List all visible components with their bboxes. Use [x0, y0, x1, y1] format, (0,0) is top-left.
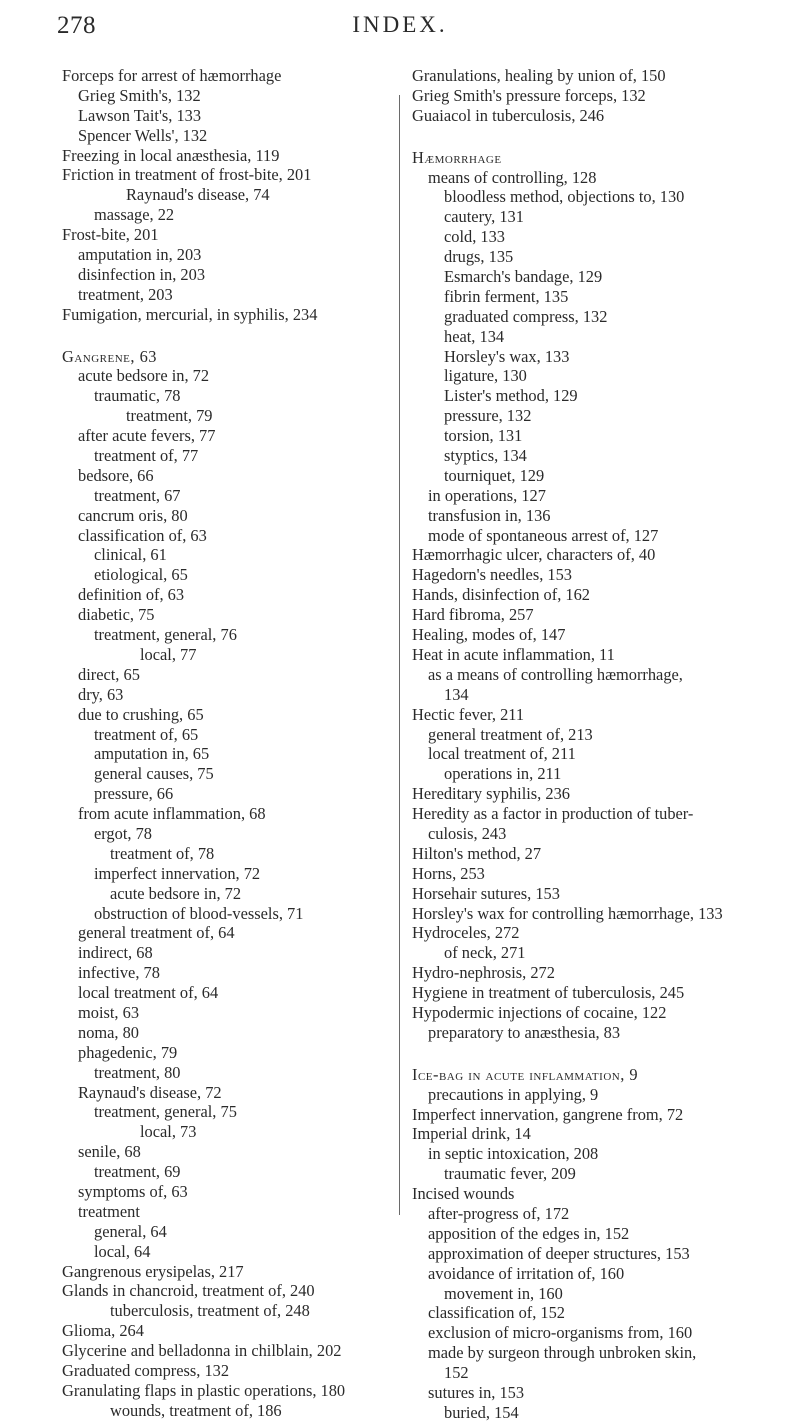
index-entry: Gangrenous erysipelas, 217	[62, 1261, 244, 1281]
index-entry: Fumigation, mercurial, in syphilis, 234	[62, 304, 318, 324]
index-entry: amputation in, 65	[94, 744, 210, 764]
index-entry: treatment, general, 75	[94, 1102, 237, 1122]
index-entry: treatment	[78, 1201, 140, 1221]
index-entry: traumatic fever, 209	[444, 1164, 576, 1184]
index-entry: cancrum oris, 80	[78, 505, 188, 525]
index-entry: Gangrene, 63	[62, 346, 157, 366]
index-entry: Spencer Wells', 132	[78, 125, 208, 145]
index-entry: noma, 80	[78, 1022, 140, 1042]
index-entry: Hagedorn's needles, 153	[412, 565, 572, 585]
index-entry: amputation in, 203	[78, 245, 202, 265]
index-entry: Hereditary syphilis, 236	[412, 784, 570, 804]
index-entry: Hæmorrhagic ulcer, characters of, 40	[412, 545, 656, 565]
index-entry: drugs, 135	[444, 247, 514, 267]
index-entry: 152	[444, 1363, 469, 1383]
index-entry: cautery, 131	[444, 207, 524, 227]
index-entry: cold, 133	[444, 227, 506, 247]
index-entry: from acute inflammation, 68	[78, 804, 266, 824]
index-entry: heat, 134	[444, 326, 505, 346]
index-entry: Hard fibroma, 257	[412, 605, 534, 625]
index-entry: Horns, 253	[412, 863, 485, 883]
index-entry: acute bedsore in, 72	[110, 883, 242, 903]
index-entry: Hypodermic injections of cocaine, 122	[412, 1002, 667, 1022]
index-entry: Hilton's method, 27	[412, 843, 542, 863]
index-entry: Incised wounds	[412, 1184, 515, 1204]
index-entry: apposition of the edges in, 152	[428, 1223, 630, 1243]
index-entry: Guaiacol in tuberculosis, 246	[412, 105, 605, 125]
index-entry: local treatment of, 64	[78, 983, 219, 1003]
index-entry: Hygiene in treatment of tuberculosis, 245	[412, 983, 685, 1003]
index-entry: torsion, 131	[444, 426, 523, 446]
index-entry: transfusion in, 136	[428, 505, 551, 525]
index-entry: avoidance of irritation of, 160	[428, 1263, 625, 1283]
index-entry: treatment, 80	[94, 1062, 181, 1082]
index-entry: Lister's method, 129	[444, 386, 578, 406]
column-divider	[399, 95, 400, 1215]
index-entry: Grieg Smith's, 132	[78, 85, 201, 105]
index-entry: definition of, 63	[78, 585, 185, 605]
index-entry: graduated compress, 132	[444, 306, 608, 326]
index-entry: sutures in, 153	[428, 1383, 525, 1402]
index-entry: ergot, 78	[94, 823, 152, 843]
index-entry: local, 73	[140, 1122, 197, 1142]
index-entry: clinical, 61	[94, 545, 167, 565]
index-entry: moist, 63	[78, 1002, 140, 1022]
index-entry: phagedenic, 79	[78, 1042, 178, 1062]
index-entry: symptoms of, 63	[78, 1181, 188, 1201]
index-entry: Glycerine and belladonna in chilblain, 202	[62, 1341, 342, 1361]
index-entry: treatment of, 78	[110, 843, 215, 863]
page-number: 278	[57, 12, 96, 39]
index-entry: Horsley's wax, 133	[444, 346, 570, 366]
index-entry: general, 64	[94, 1221, 167, 1241]
index-entry: senile, 68	[78, 1142, 141, 1162]
index-entry: Horsley's wax for controlling hæmorrhage, 133	[412, 903, 723, 923]
index-entry: Frost-bite, 201	[62, 225, 159, 245]
index-entry: 134	[444, 684, 469, 704]
index-entry: Hectic fever, 211	[412, 704, 525, 724]
index-entry: wounds, treatment of, 186	[110, 1400, 282, 1420]
index-entry: treatment, 79	[126, 406, 213, 426]
index-entry: Hæmorrhage	[412, 147, 502, 167]
index-entry: buried, 154	[444, 1402, 519, 1422]
index-entry: indirect, 68	[78, 943, 153, 963]
index-entry: mode of spontaneous arrest of, 127	[428, 525, 659, 545]
index-column-right	[412, 66, 792, 1423]
index-entry: Freezing in local anæsthesia, 119	[62, 145, 280, 165]
index-entry: preparatory to anæsthesia, 83	[428, 1022, 621, 1042]
index-entry: tourniquet, 129	[444, 465, 545, 485]
index-entry: local, 77	[140, 644, 197, 664]
index-entry: of neck, 271	[444, 943, 526, 963]
index-entry: bloodless method, objections to, 130	[444, 187, 685, 207]
index-entry: classification of, 63	[78, 525, 207, 545]
index-entry: Raynaud's disease, 74	[126, 185, 270, 205]
index-entry: after-progress of, 172	[428, 1203, 570, 1223]
index-entry: pressure, 66	[94, 784, 174, 804]
index-entry: imperfect innervation, 72	[94, 863, 261, 883]
index-entry: in operations, 127	[428, 485, 546, 505]
index-entry: Forceps for arrest of hæmorrhage	[62, 66, 282, 85]
index-entry: Horsehair sutures, 153	[412, 883, 560, 903]
index-entry: massage, 22	[94, 205, 175, 225]
index-entry: local, 64	[94, 1241, 151, 1261]
index-entry: general causes, 75	[94, 764, 214, 784]
index-entry: diabetic, 75	[78, 605, 155, 625]
index-entry: infective, 78	[78, 963, 160, 983]
index-entry: tuberculosis, treatment of, 248	[110, 1301, 310, 1321]
index-entry: treatment, 67	[94, 485, 181, 505]
index-entry: approximation of deeper structures, 153	[428, 1243, 690, 1263]
index-entry: movement in, 160	[444, 1283, 563, 1303]
index-entry: treatment, 69	[94, 1162, 181, 1182]
index-entry: etiological, 65	[94, 565, 188, 585]
index-entry: after acute fevers, 77	[78, 426, 216, 446]
index-entry: Lawson Tait's, 133	[78, 105, 202, 125]
index-entry: due to crushing, 65	[78, 704, 204, 724]
index-entry: Imperfect innervation, gangrene from, 72	[412, 1104, 684, 1124]
index-entry: Hands, disinfection of, 162	[412, 585, 590, 605]
index-entry: local treatment of, 211	[428, 744, 576, 764]
index-entry: general treatment of, 64	[78, 923, 235, 943]
index-entry: treatment of, 77	[94, 446, 199, 466]
index-entry: operations in, 211	[444, 764, 562, 784]
index-entry: Healing, modes of, 147	[412, 625, 566, 645]
index-entry: made by surgeon through unbroken skin,	[428, 1343, 697, 1363]
index-entry: precautions in applying, 9	[428, 1084, 599, 1104]
index-entry: means of controlling, 128	[428, 167, 597, 187]
index-entry: acute bedsore in, 72	[78, 366, 210, 386]
index-entry: classification of, 152	[428, 1303, 566, 1323]
index-entry: obstruction of blood-vessels, 71	[94, 903, 304, 923]
index-entry: styptics, 134	[444, 446, 527, 466]
index-entry: disinfection in, 203	[78, 264, 206, 284]
index-entry: traumatic, 78	[94, 386, 181, 406]
index-entry: Raynaud's disease, 72	[78, 1082, 222, 1102]
index-entry: treatment of, 65	[94, 724, 199, 744]
page-title: INDEX.	[352, 12, 448, 37]
index-entry: general treatment of, 213	[428, 724, 593, 744]
index-entry: as a means of controlling hæmorrhage,	[428, 664, 683, 684]
index-entry: Friction in treatment of frost-bite, 201	[62, 165, 312, 185]
index-entry: culosis, 243	[428, 823, 507, 843]
index-entry: treatment, general, 76	[94, 625, 237, 645]
index-entry: Hydro-nephrosis, 272	[412, 963, 555, 983]
index-entry: fibrin ferment, 135	[444, 286, 569, 306]
index-entry: Granulating flaps in plastic operations, 180	[62, 1380, 346, 1400]
index-entry: pressure, 132	[444, 406, 532, 426]
index-entry: Graduated compress, 132	[62, 1361, 230, 1380]
index-entry: Glioma, 264	[62, 1321, 144, 1341]
index-entry: Heat in acute inflammation, 11	[412, 644, 615, 664]
index-entry: Esmarch's bandage, 129	[444, 267, 603, 287]
index-entry: Granulations, healing by union of, 150	[412, 66, 666, 85]
index-entry: exclusion of micro-organisms from, 160	[428, 1323, 693, 1343]
index-entry: Imperial drink, 14	[412, 1124, 531, 1144]
index-entry: in septic intoxication, 208	[428, 1144, 599, 1164]
index-entry: bedsore, 66	[78, 465, 154, 485]
index-entry: direct, 65	[78, 664, 140, 684]
index-entry: Glands in chancroid, treatment of, 240	[62, 1281, 315, 1301]
index-entry: Grieg Smith's pressure forceps, 132	[412, 85, 646, 105]
index-column-left	[62, 66, 392, 1421]
index-entry: treatment, 203	[78, 284, 173, 304]
index-entry: dry, 63	[78, 684, 124, 704]
index-entry: Heredity as a factor in production of tuber-	[412, 804, 694, 824]
page-header	[0, 12, 800, 52]
index-entry: Hydroceles, 272	[412, 923, 520, 943]
index-entry: ligature, 130	[444, 366, 527, 386]
index-entry: Ice-bag in acute inflammation, 9	[412, 1064, 639, 1084]
